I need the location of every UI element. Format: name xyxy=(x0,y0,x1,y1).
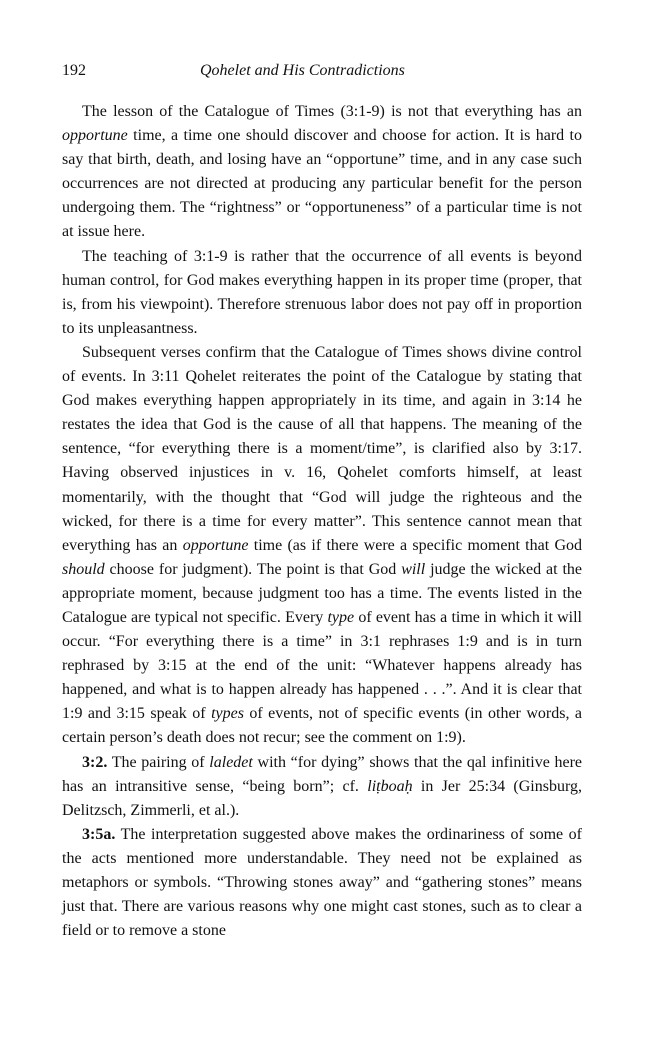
text-run: time (as if there were a specific moment that God xyxy=(248,536,582,554)
italic-text: opportune xyxy=(62,127,128,145)
text-run: of events, not of specific events (in other words, a certain person’s death does not recur; see the comment on 1:9). xyxy=(62,705,583,747)
italic-text: opportune xyxy=(182,536,249,554)
paragraph xyxy=(62,751,582,823)
text-run: of event has a time in which it will occur. “For everything there is a time” in 3:1 rephrases 1:9 and is in turn rephrased by 3:15 at the end of the unit: “Whatever happens already has happened, and what is to happen already has happened . . .”. And it is clear that 1:9 and 3:15 speak of xyxy=(62,608,582,723)
italic-text: will xyxy=(401,560,426,578)
verse-reference: 3:2. xyxy=(82,753,108,771)
paragraph xyxy=(62,341,582,751)
text-run: Subsequent verses confirm that the Catalogue of Times shows divine control of events. In 3:11 Qohelet reiterates the point of the Catalogue by stating that God makes everything happen appropriately in its time, and again in 3:14 he restates the idea that God is the cause of all that happens. The meaning of the sentence, “for everything there is a moment/time”, is clarified also by 3:17. Having observed injustices in v. 16, Qohelet comforts himself, at least momentarily, with the thought that “God will judge the righteous and the wicked, for there is a time for every matter”. This sentence cannot mean that everything has an xyxy=(62,343,582,554)
text-run: The interpretation suggested above makes the ordinariness of some of the acts mentioned more understandable. They need not be explained as metaphors or symbols. “Throwing stones away” and “gathering stones” means just that. There are various reasons why one might cast stones, such as to clear a field or to remove a stone xyxy=(62,825,582,940)
paragraph xyxy=(62,823,582,943)
italic-text: laledet xyxy=(209,753,253,771)
text-run: judge the wicked at the appropriate moment, because judgment too has a time. The events listed in the Catalogue are typical not specific. Every xyxy=(62,560,583,626)
text-run: choose for judgment). The point is that God xyxy=(104,560,402,578)
text-run: The teaching of 3:1-9 is rather that the occurrence of all events is beyond human control, for God makes everything happen in its proper time (proper, that is, from his viewpoint). Therefore strenuous labor does not pay off in proportion to its unpleasantness. xyxy=(62,247,582,337)
text-run: with “for dying” shows that the qal infinitive here has an intransitive sense, “being born”; cf. xyxy=(62,753,583,795)
page-content xyxy=(62,62,582,943)
page-number: 192 xyxy=(62,62,86,79)
italic-text: should xyxy=(62,560,105,578)
text-run: The pairing of xyxy=(107,753,210,771)
text-run: The lesson of the Catalogue of Times (3:1-9) is not that everything has an xyxy=(82,103,582,120)
italic-text: liṭboaḥ xyxy=(367,777,413,795)
running-head xyxy=(62,62,582,86)
italic-text: types xyxy=(211,705,244,723)
paragraph xyxy=(62,245,582,341)
text-run: in Jer 25:34 (Ginsburg, Delitzsch, Zimmerli, et al.). xyxy=(62,777,583,819)
running-title: Qohelet and His Contradictions xyxy=(200,62,405,79)
italic-text: type xyxy=(327,608,355,626)
body-text xyxy=(62,100,582,943)
text-run: time, a time one should discover and choose for action. It is hard to say that birth, death, and losing have an “opportune” time, and in any case such occurrences are not directed at producing any particular benefit for the person undergoing them. The “rightness” or “opportuneness” of a particular time is not at issue here. xyxy=(62,127,582,241)
paragraph xyxy=(62,100,582,245)
verse-reference: 3:5a. xyxy=(82,825,116,843)
